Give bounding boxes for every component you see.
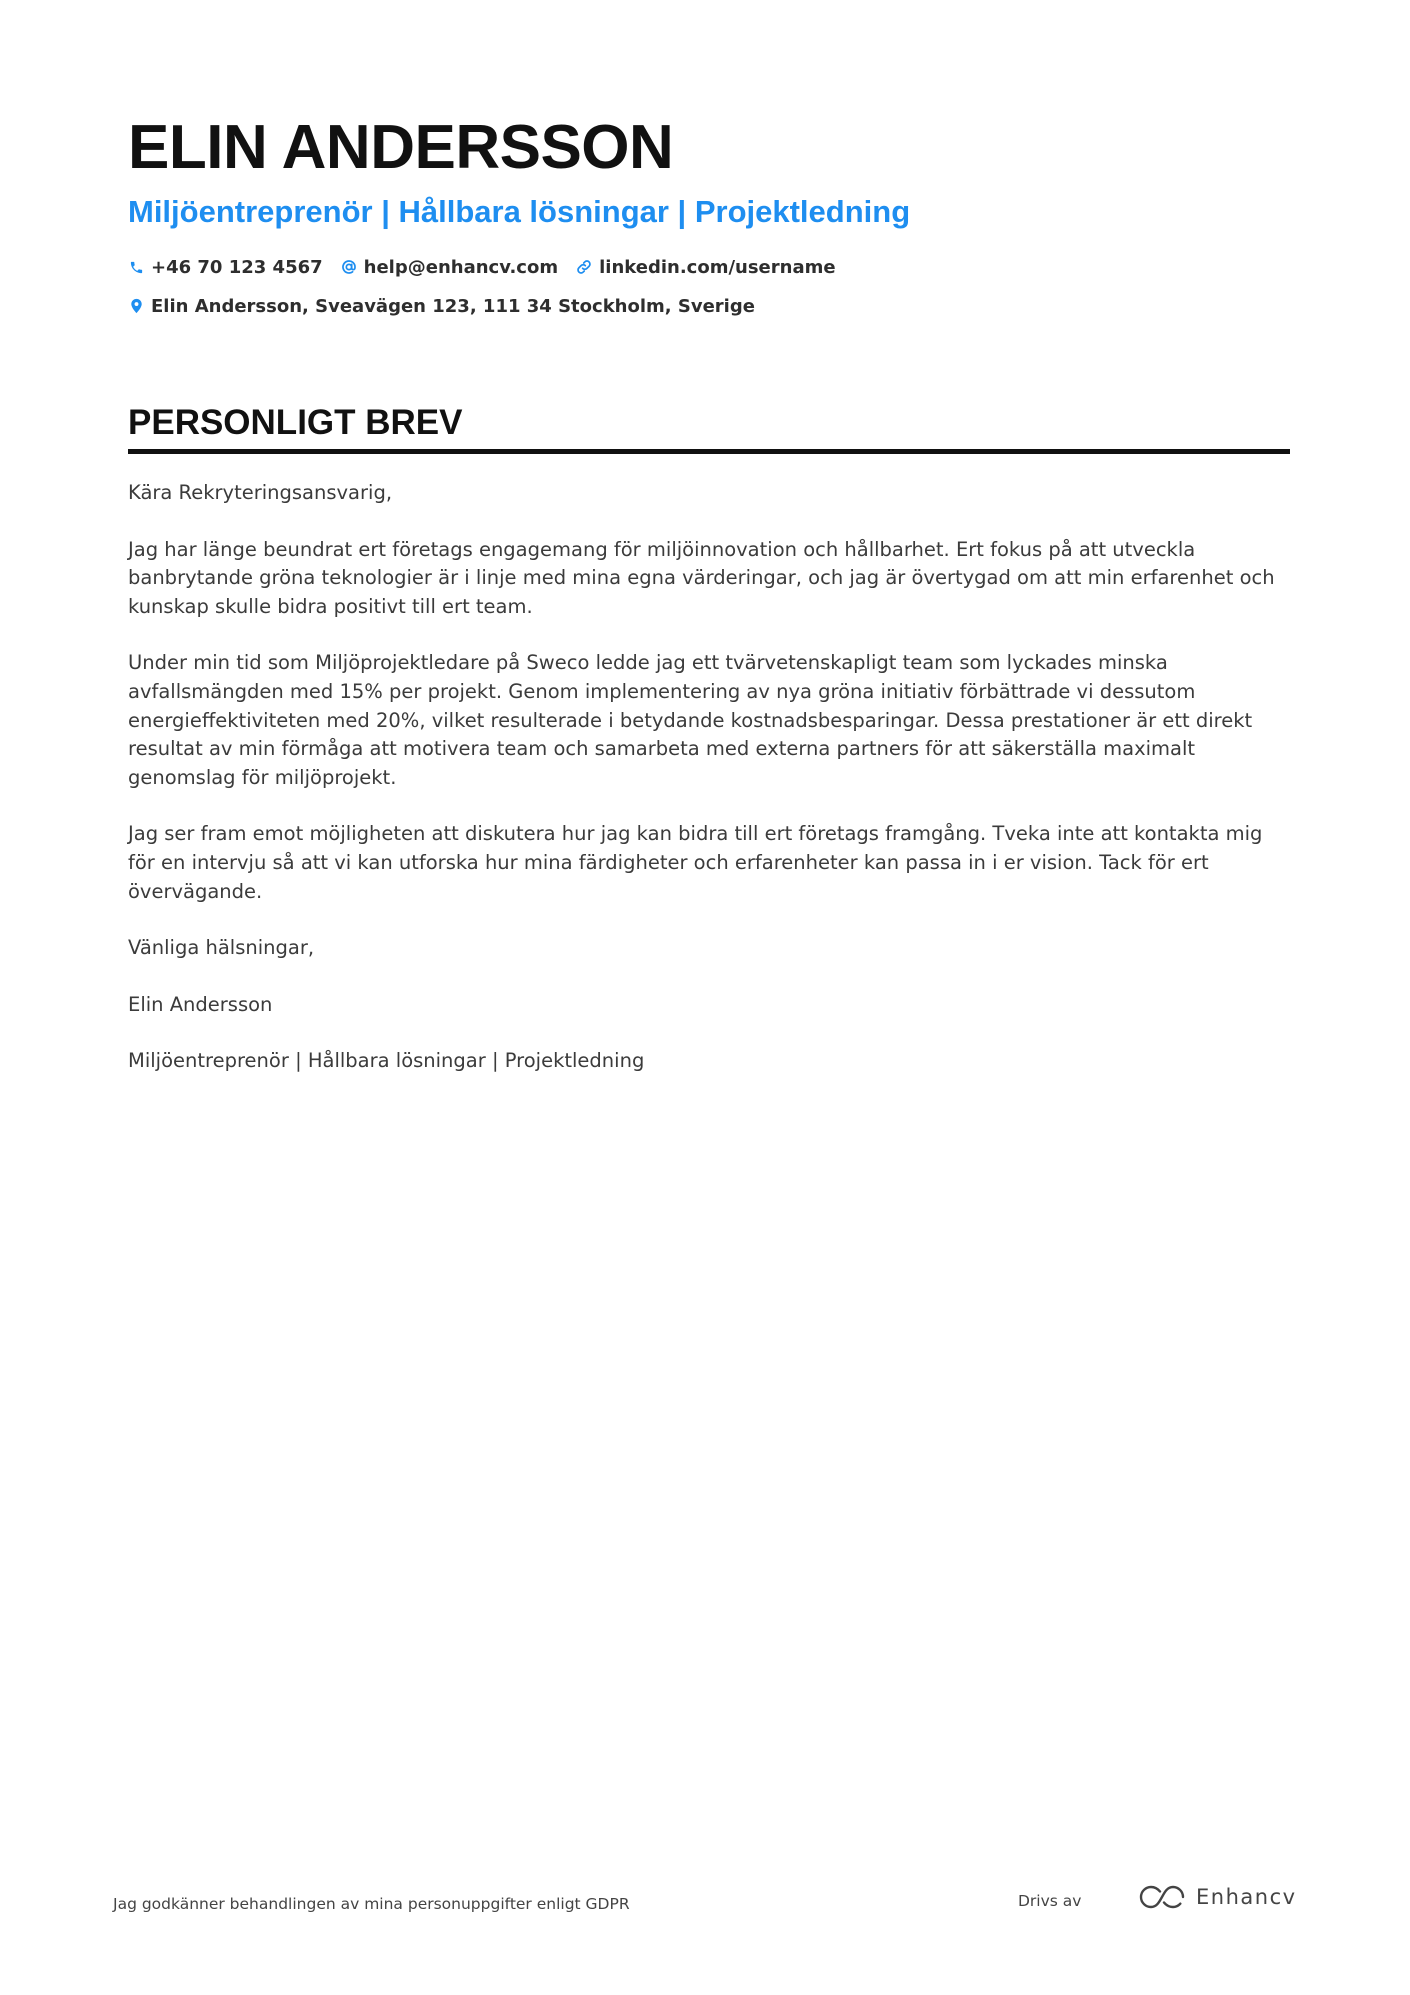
letter-paragraph-2: Under min tid som Miljöprojektledare på Sweco ledde jag ett tvärvetenskapligt team som lyckades minska avfallsmängden med 15% per projekt. Genom implementering av nya gröna initiativ förbättrade vi dessutom energieffektiviteten med 20%, vilket resulterade i betydande kostnadsbesparingar. Dessa prestationer är ett direkt resultat av min förmåga att motivera team och samarbeta med externa partners för att säkerställa maximalt genomslag för miljöprojekt. bbox=[128, 651, 1253, 789]
enhancv-logo-icon bbox=[1138, 1884, 1186, 1910]
contact-phone[interactable] bbox=[128, 257, 323, 278]
letter-paragraph-3: Jag ser fram emot möjligheten att diskutera hur jag kan bidra till ert företags framgång. Tveka inte att kontakta mig för en intervju så att vi kan utforska hur mina färdigheter och erfarenheter kan passa in i er vision. Tack för ert övervägande. bbox=[128, 822, 1263, 903]
gdpr-consent-text: Jag godkänner behandlingen av mina personuppgifter enligt GDPR bbox=[113, 1895, 630, 1913]
letter-paragraph-1: Jag har länge beundrat ert företags engagemang för miljöinnovation och hållbarhet. Ert fokus på att utveckla banbrytande gröna teknologier är i linje med mina egna värderingar, och jag är övertygad om att min erfarenhet och kunskap skulle bidra positivt till ert team. bbox=[128, 537, 1275, 618]
cover-letter-page bbox=[128, 112, 1290, 1104]
enhancv-logo[interactable] bbox=[1138, 1884, 1297, 1910]
letter-signature-title: Miljöentreprenör | Hållbara lösningar | Projektledning bbox=[128, 1049, 645, 1073]
applicant-headline: Miljöentreprenör | Hållbara lösningar | Projektledning bbox=[128, 194, 911, 229]
phone-icon bbox=[128, 259, 144, 275]
contact-row-address bbox=[128, 291, 1290, 321]
location-pin-icon bbox=[128, 298, 144, 314]
contact-phone-text: +46 70 123 4567 bbox=[151, 256, 323, 278]
applicant-name: ELIN ANDERSSON bbox=[128, 113, 674, 182]
contact-address-text: Elin Andersson, Sveavägen 123, 111 34 Stockholm, Sverige bbox=[151, 295, 755, 317]
letter-closing: Vänliga hälsningar, bbox=[128, 936, 315, 960]
section-title: PERSONLIGT BREV bbox=[128, 403, 463, 442]
contact-row-primary bbox=[128, 252, 1290, 282]
enhancv-logo-text: Enhancv bbox=[1196, 1885, 1297, 1909]
link-icon bbox=[576, 259, 592, 275]
contact-email[interactable] bbox=[341, 257, 558, 278]
at-icon bbox=[341, 259, 357, 275]
letter-greeting: Kära Rekryteringsansvarig, bbox=[128, 481, 393, 504]
powered-by-label: Drivs av bbox=[1018, 1892, 1082, 1910]
section-divider bbox=[128, 449, 1290, 454]
contact-linkedin[interactable] bbox=[576, 257, 835, 278]
contact-email-text: help@enhancv.com bbox=[363, 256, 559, 278]
contact-address bbox=[128, 296, 755, 317]
letter-signature-name: Elin Andersson bbox=[128, 992, 273, 1016]
contact-linkedin-text: linkedin.com/username bbox=[599, 256, 836, 278]
letter-body bbox=[128, 479, 1290, 1076]
